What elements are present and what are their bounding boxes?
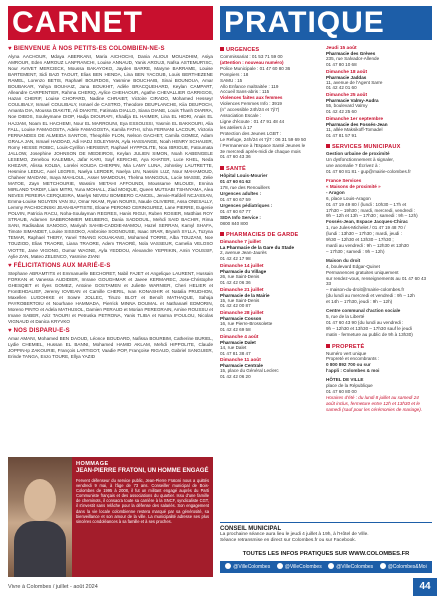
hotel-line: août inclus, fermeture entre 12h et 13h30 et le	[326, 400, 420, 406]
pharmacies-title: PHARMACIES DE GARDE	[220, 232, 322, 238]
urgences-line: / Permanence à l'Espace Santé Jeunes le	[220, 142, 306, 148]
fosses-line: 9h30 – 12h30 et 13h30 – 17h30 ;	[326, 237, 394, 243]
website-banner: TOUTES LES INFOS PRATIQUES SUR WWW.COLOMBES.FR	[242, 551, 410, 557]
urgences-line: SAMU : 15	[220, 77, 243, 83]
pharmacy-entry: Dimanche 1er septembre Pharmacie des Fossés-Jean 11, allée Maksikoff-Tomadel 01 47 81 57 91	[326, 116, 388, 138]
portrait-photo	[8, 457, 72, 577]
divider	[220, 522, 432, 523]
ccas-line: matin - fermeture au public de 9h à 13h30)	[326, 331, 413, 337]
gestion-line: une anomalie ? Écrivez à :	[326, 163, 381, 169]
sante-line: Urgences pédiatriques :	[220, 202, 273, 208]
hommage-box	[8, 457, 213, 577]
pharmacy-entry: Jeudi 15 août Pharmacie des Grèves 235, rue Salvador-Allende 01 47 80 10 68	[326, 46, 380, 67]
aragon-line: 17h30 – 19h30 ; mardi, mercredi, vendredi :	[326, 207, 416, 213]
france-services-sub: « Maisons de proximité »	[326, 183, 381, 189]
pharmacy-entry: Dimanche 7 juillet La Pharmacie de la Gare du Stade 2, avenue Jean-Jaurès 01 42 42 17 98	[220, 240, 295, 262]
social-bar	[220, 561, 432, 573]
maison-line: et 14h – 17h30, jeudi : 9h – 12h)	[326, 299, 393, 305]
fosses-line: mardi au vendredi : 9h – 12h30 et 13h30	[326, 242, 409, 248]
sante-line: SIDA Info Service :	[220, 214, 261, 220]
sante-line: 01 47 60 61 62	[220, 179, 251, 185]
maison-line: 4, boulevard Edgar-Quinet	[326, 263, 380, 269]
births-title: ♥ BIENVENUE À NOS PETITS-ES COLOMBIEN-NE-S	[8, 46, 165, 52]
sante-line: Hôpital Louis-Mourier	[220, 173, 268, 179]
aragon-line: 01 47 19 49 80 / (lundi : 10h30 – 17h et	[326, 201, 407, 207]
hotel-title: HÔTEL DE VILLE	[326, 377, 364, 383]
pratique-column-b	[326, 44, 432, 413]
weddings-list: Stephane ABRAMTITS et Emmanuelle BECHORET, Nabil FAJET et Angelique LAURENT, Hussain FORKAN et Vanessa AUDIDIER, Imrane GOUGHMAR et Jaeee KERMAREC, Jose-Christophe GHESQIET et Ilyes GOMEZ, Antoine GOSTAMEN et Juliette WARNIER, Cheri HELIER et FrontEHDALIEF, Jeremy IOVIEAN et Camille CHERIL, Ivan KONASHIR et Natalia PRUDHON, Maxellen LUGOHIKE et Sowre JOLLEC, Tiruzo BLOT et Benoît MATHAQUE, Sahaja PAYROBERTOIU et Nourhane HAMMADA, Pierrick MINNA DOUMAL et Nathanaël EDMORIN, Moreno PINTO et Adela MATHUSOL, Damien PERAUD et Morian PEREGRAIN, Amine ROUSSU et Imane SABER, Aziz TAOURI et Petruska PETRONA, Yanis TLIBA et Naïma IFOULOU, Nicolas VIGNAUD et Danica KRYVKO	[8, 270, 213, 324]
urgences-line: Violences Femmes Info : 3919	[220, 101, 282, 107]
conseil-municipal	[220, 526, 432, 544]
sante-line: Urgences adultes :	[220, 191, 262, 197]
ccas-title: Centre communal d'action sociale	[326, 308, 401, 314]
proprete-line: l'appli : Colombes & moi	[326, 368, 380, 374]
app-link[interactable]: @Colombes&Moi	[380, 561, 427, 573]
instagram-icon	[328, 563, 334, 569]
maison-line: sur rendez-vous, renseignements au 01 47 60 43 33	[326, 275, 427, 287]
instagram-link[interactable]: @VilleColombes	[328, 561, 373, 573]
services-title: SERVICES MUNICIPAUX	[326, 144, 432, 150]
twitter-icon	[277, 563, 283, 569]
pratique-column-a	[220, 44, 322, 380]
maison-line: – maison-du-droit@mairie-colombes.fr	[326, 287, 405, 293]
ccas-line: 9h – 12h30 et 13h30 – 17h30 sauf le jeudi	[326, 325, 412, 331]
pharmacy-entry: Dimanche 11 août Pharmacie Centrale 15, place du Général Leclerc 01 42 42 06 20	[220, 358, 279, 380]
fosses-title: Fossés-Jean, Espace Jacques-Chirac	[326, 219, 408, 225]
hotel-line: 01 47 60 80 00	[326, 389, 357, 394]
deaths-title: ♥ NOS DISPARU-E-S	[8, 328, 70, 335]
urgences-title: URGENCES	[220, 47, 322, 53]
sante-line: 01 47 60 67 59	[220, 196, 251, 202]
urgences-line: Allo Enfance maltraitée : 119	[220, 83, 279, 89]
hotel-line: Horaires d'été : du lundi 8 juillet au samedi 24	[326, 394, 419, 400]
proprete-title: PROPRETÉ	[326, 344, 432, 350]
conseil-line: La prochaine séance aura lieu le jeudi 4 juillet à 19h, à l'Hôtel de Ville.	[220, 532, 369, 537]
maison-line: Permanences gratuites uniquement	[326, 269, 399, 275]
gestion-title: Gestion urbaine de proximité	[326, 151, 390, 157]
urgences-line: (attention : nouveau numéro)	[220, 59, 284, 65]
fosses-line: (lundi : 13h30 – 17h30 ; mardi, jeudi :	[326, 231, 402, 237]
fosses-line: – 17h30 ; samedi : 9h – 12h)	[326, 248, 385, 254]
hommage-title: JEAN-PIERRE FRATONI, UN HOMME ENGAGÉ	[76, 468, 209, 474]
weddings-title: ♥ FÉLICITATIONS AUX MARIÉ-E-S	[8, 262, 111, 269]
app-icon	[380, 563, 386, 569]
twitter-link[interactable]: @VilleColombes	[277, 561, 322, 573]
urgences-line: Police Municipale : 01 47 60 80 36	[220, 65, 291, 71]
urgences-line: Pompiers : 18	[220, 71, 249, 77]
pharmacy-entry: Dimanche 25 août Pharmacie Valmy-Audra 55, boulevard Valmy 01 42 42 25 60	[326, 93, 379, 114]
urgences-line: 01 47 60 43 36	[220, 154, 251, 160]
facebook-link[interactable]: @VilleColombes	[225, 561, 270, 573]
deaths-list: Amar AMANI, Mohamed BEN DAOUD, Léonce BOUDARD, Nafissa BOURBIM, Catherine BURIEL, Lydie CHEMIEL, Hussan EL BANNI, Mohamed HAMID AKLAM, Mehdi HIPPOLITE, Claude JOPPIN-Ip ZAKOURIE, François LARTIGOT, Vaadie POP, Françoise RIGAUD, Gabriel SANGUIER, Erinde TANGA, Enzo TOURE, Ellya YAZID	[8, 336, 213, 360]
facebook-icon	[225, 563, 231, 569]
urgences-line: Violences faites aux femmes	[220, 95, 283, 101]
urgences-line: Commissariat : 01 53 71 59 00	[220, 54, 283, 59]
conseil-line: Séance retransmise en direct sur Colombes.fr ou sur Facebook.	[220, 538, 356, 543]
maison-title: Maison du droit	[326, 257, 361, 263]
fosses-line: 1, rue Jules-Michelet / 01 47 19 48 70 /	[326, 225, 406, 231]
aragon-title: - Aragon	[326, 189, 345, 195]
urgences-line: Association Escale :	[220, 113, 262, 119]
pharmacy-entry: Dimanche 18 août Pharmacie Jaddas 11, avenue de l'Agent Sarre 01 42 42 01 60	[326, 69, 383, 91]
pharmacy-entry: Dimanche 14 juillet Pharmacie du Village 26, rue Saint-Denis 01 42 42 06 36	[220, 264, 267, 285]
urgences-line: 3e mercredi après-midi de chaque mois	[220, 148, 301, 154]
hommage-text: Fervent défenseur du service public, Jean-Pierre Fratoni nous a quittés vendredi 9 mai, à l'âge de 73 ans. Conseiller municipal de Bois-Colombes de 1995 à 2008, il fut un militant engagé auprès du Parti Communiste français et des associations du quartier. Issu d'une famille de cheminots, il consacra toute sa carrière à la SNCF, syndicaliste CGT, il s'investit sans relâche pour la défense des salariés. Son engagement dans la vie locale colombienne restera marqué par sa générosité, sa bienveillance et son amour de la ville. La municipalité adresse ses plus sincères condoléances à sa famille et à ses proches.	[76, 478, 209, 524]
carnet-column	[8, 44, 213, 360]
sante-line: 01 47 60 67 77	[220, 208, 251, 214]
births-list: Alyna AACHOUR, Mdaya ABERKANI, Maria AICHOCHI, Dania ALIOUI MOUADHIM, Asiya AMROUR, Eden AMROUZ LANFRANCHI, Louise ANNAUD, Yanis AROUJI, Nafsa ASTEMUR'ISC, Nour AVIVET MERCIECK, Moussa BAKAYOKO, Jayden BARRE, Maryne BARRAME, Louise BARTEMENT, Sidi BAZI TAOUIT, Elias BEN HENDA, Lina BEN YACOUB, Louis BERTHEZENE RAMEL, Lorenzo BETIS, Raphaël BOURDOS, Yasmine BOUCHAIB, Sinai BOUNOUA, Amar BOUBAKAR, Yahya BOUHAIZ, Jana BOUKHIT, Adèle BRACQUEHARD, Keylan CAMPART, Alleandre CARPENTIER, Rahma CHERIQ, Aylice CHEHAOUR, Agathe CHEVALLIER GARRIGOS, Hazan CHERIF, Louise CHOPARD, Nadine CHRAIBT, Victoire CIRADO, Mohamed Hesseyr COULIBALY, Ismael COULIBALY, Ismael de CASTRO, Theodore DEUPLANCHE, Kiia DEUPOCH, Amanta DIA, Moussa DIAKITE, Ali DIAKITE, Fatimata DIALLO, Siana DIANE, Louis Thanh DIARRA, Noe DIBOS, Souleymane DIOP, Hadja DIOURAFI, Khadija EL HAIMER, Lina EL HIDRI, Anais EL HAJJAM, Noam EL HACHEMI, Nour EL MARROUNI, Eya ESSOUSSI, Yasmin EL BAKKOURI, Alia FALL, Louise FAMAGOSTA, Adele FAMAGOSTA, Kamila FATHI, Ichra FERNANI LACOUR, Victoria FERNANDES DE ALMEIDA SANTOS, Theophile FLON, Nelson GACHET, Camila GOMEZ, Adam GRALA JAN, Ismael HADDAD, Adi HADJ SOLEYMAN, Ayla HASSANGE, Noah HENRY SCHAUER, Romy HESSE ROBIC, Louis-Cyrillon HERSENT, Raphael HYPPOLITE, Noa IBRIGUE, Fatoumata JALLOW, Josephine JOHNSON DE MEDEIROS, Keylan JULIEN SIMON, Noah KABENGELE LESEMO, Zenebou KALEMBA, Jafar KARI, Sayf KERICHE, Aya KHATER, Luce KHEL, Neda KHEZAR, Alissa KOLBA, Lorelei KOUDA CHERPIN, Mia LAMY LUNA, Johnsley LAUTRETTE, Hesmine LEDUC, Axel LEGRIS, Naelya LERDER, Naelya LIN, Nassim LUZ, Nour MAHAMOUD, Chaheer MAIDANI, Inaya MAHLOUL, Asser MAMDOUH, Thelma MANGOUL, Lucie MASSE, Zelie MATOE, Zayn METCHOURIE, Wassim METAHI AFFOUNDI, Moussame MILOUDI, Ennina MIRLAND TARDIF, Liam MITRI, Yuna MOHALL, Ziad MOIQUE, Queen MUTSABI TSHNYAMA, Alea NEVES PEREIRA CERQUEIRA, Maelys NEVEU BOMBERO CANCEL, Jenvie-Rafdell NCJASSAN, Emma-Louise NGUYEN VAN SU, Omar NKAM, Ryan NOURS, Naude OLIVIERE, Assa ONESALLY, Lemmy PACHOCINSKI JEAN-BAPTISTE, Eloane PERONO CERINGUREZ, Lane PIERRE, Eugenie POLVIN, Patricia RACU, Noha-Soulayman REGRES, Hanis RIGUI, Ruben ROSIER, Matthias ROY STRAUB, Adamen SABBRONMER MEUBERG, Dania SADDOUIL, Mehdi SAID BACHIR, Rima SANI, Radisabas SANOGO, Mariyah SAHIB-CADDIE-MAMOU, Hazel SERRAN, Kamyl SHAFA, Timote SIMANDET, Louise SISSOKO, Ambroise SOGNOUSE, Isaac SRAR, Bryanh SYLLA, Tozyna TEMAR, Raphael THERY, Yanel TINANG KOUAKANG, Mohamed TORRE, Alba TOUZANI, Noe TOUZIOD, Elias TRAORE, Liana TRAORE, Adem TRAORÉ, Nola VASSEUR, Camelia VELOSO VIOTTE, Jane VIGONG, Oumar WAGNE, Ayla YEDDOU, Alexandre YEPRIKIN, Amin YOUSSIF, Aylie ZAN, Mateo ZELENCO, Yasmine ZIANI	[8, 54, 213, 259]
magazine-footer: Vivre à Colombes / juillet - août 2024	[8, 584, 98, 590]
ccas-line: 5, rue de la Liberté	[326, 313, 365, 319]
gestion-line: 01 47 60 81 81 - gup@mairie-colombes.fr	[326, 169, 411, 175]
urgences-line: Ligne d'écoute : 01 47 91 48 44	[220, 118, 285, 124]
hommage-kicker: HOMMAGE	[76, 461, 109, 467]
ccas-line: 01 47 60 43 90 (du lundi au vendredi :	[326, 319, 404, 325]
pharmacy-entry: Dimanche 21 juillet Pharmacie de la Mairie 15, rue Saint-Denis 01 42 42 00 87	[220, 287, 270, 309]
urgences-line: les ateliers à 17	[220, 124, 253, 130]
carnet-header: CARNET	[8, 6, 213, 40]
proprete-line: 0 800 892 700 ou sur	[326, 362, 371, 368]
conseil-title: CONSEIL MUNICIPAL	[220, 526, 282, 532]
hotel-line: samedi (sauf pour les cérémonies de mariage).	[326, 406, 423, 412]
aragon-line: 6, place Louis-Aragon	[326, 195, 371, 201]
proprete-line: Numéro vert unique	[326, 350, 367, 356]
pharmacy-entry: Dimanche 28 juillet Pharmacie Cosson 16, rue Pierre-Brossolette 01 42 42 69 58	[220, 311, 273, 333]
hotel-line: place de la République	[326, 383, 373, 389]
proprete-line: Propreté et encombrants :	[326, 356, 380, 362]
france-services-title: France Services	[326, 178, 362, 183]
maison-line: (du lundi au mercredi et vendredi : 9h – 12h	[326, 293, 415, 299]
page-number: 44	[413, 578, 437, 596]
pharmacy-entry: Dimanche 4 août Pharmacie Dalet 14, rue Dalet 01 47 81 38 47	[220, 334, 259, 356]
sante-title: SANTÉ	[220, 166, 322, 172]
gestion-line: Un dysfonctionnement à signaler,	[326, 157, 394, 163]
sante-line: 178, rue des Renouillers	[220, 185, 270, 191]
urgences-line: Le Refuge, 24h/24 et 7j/7 : 06 31 59 69 50	[220, 136, 307, 142]
urgences-line: Accueil Sans-abris : 115	[220, 89, 270, 95]
pratique-header: PRATIQUE	[220, 6, 432, 40]
urgences-line: (n° accessible 24h/24 et 7j/7)	[220, 107, 280, 113]
sante-line: 0800 840 800	[220, 220, 249, 226]
urgences-line: Protection des Jeunes LGBT :	[220, 130, 282, 136]
aragon-line: 9h – 12h et 13h – 17h30 ; samedi : 9h – 12h)	[326, 213, 418, 219]
